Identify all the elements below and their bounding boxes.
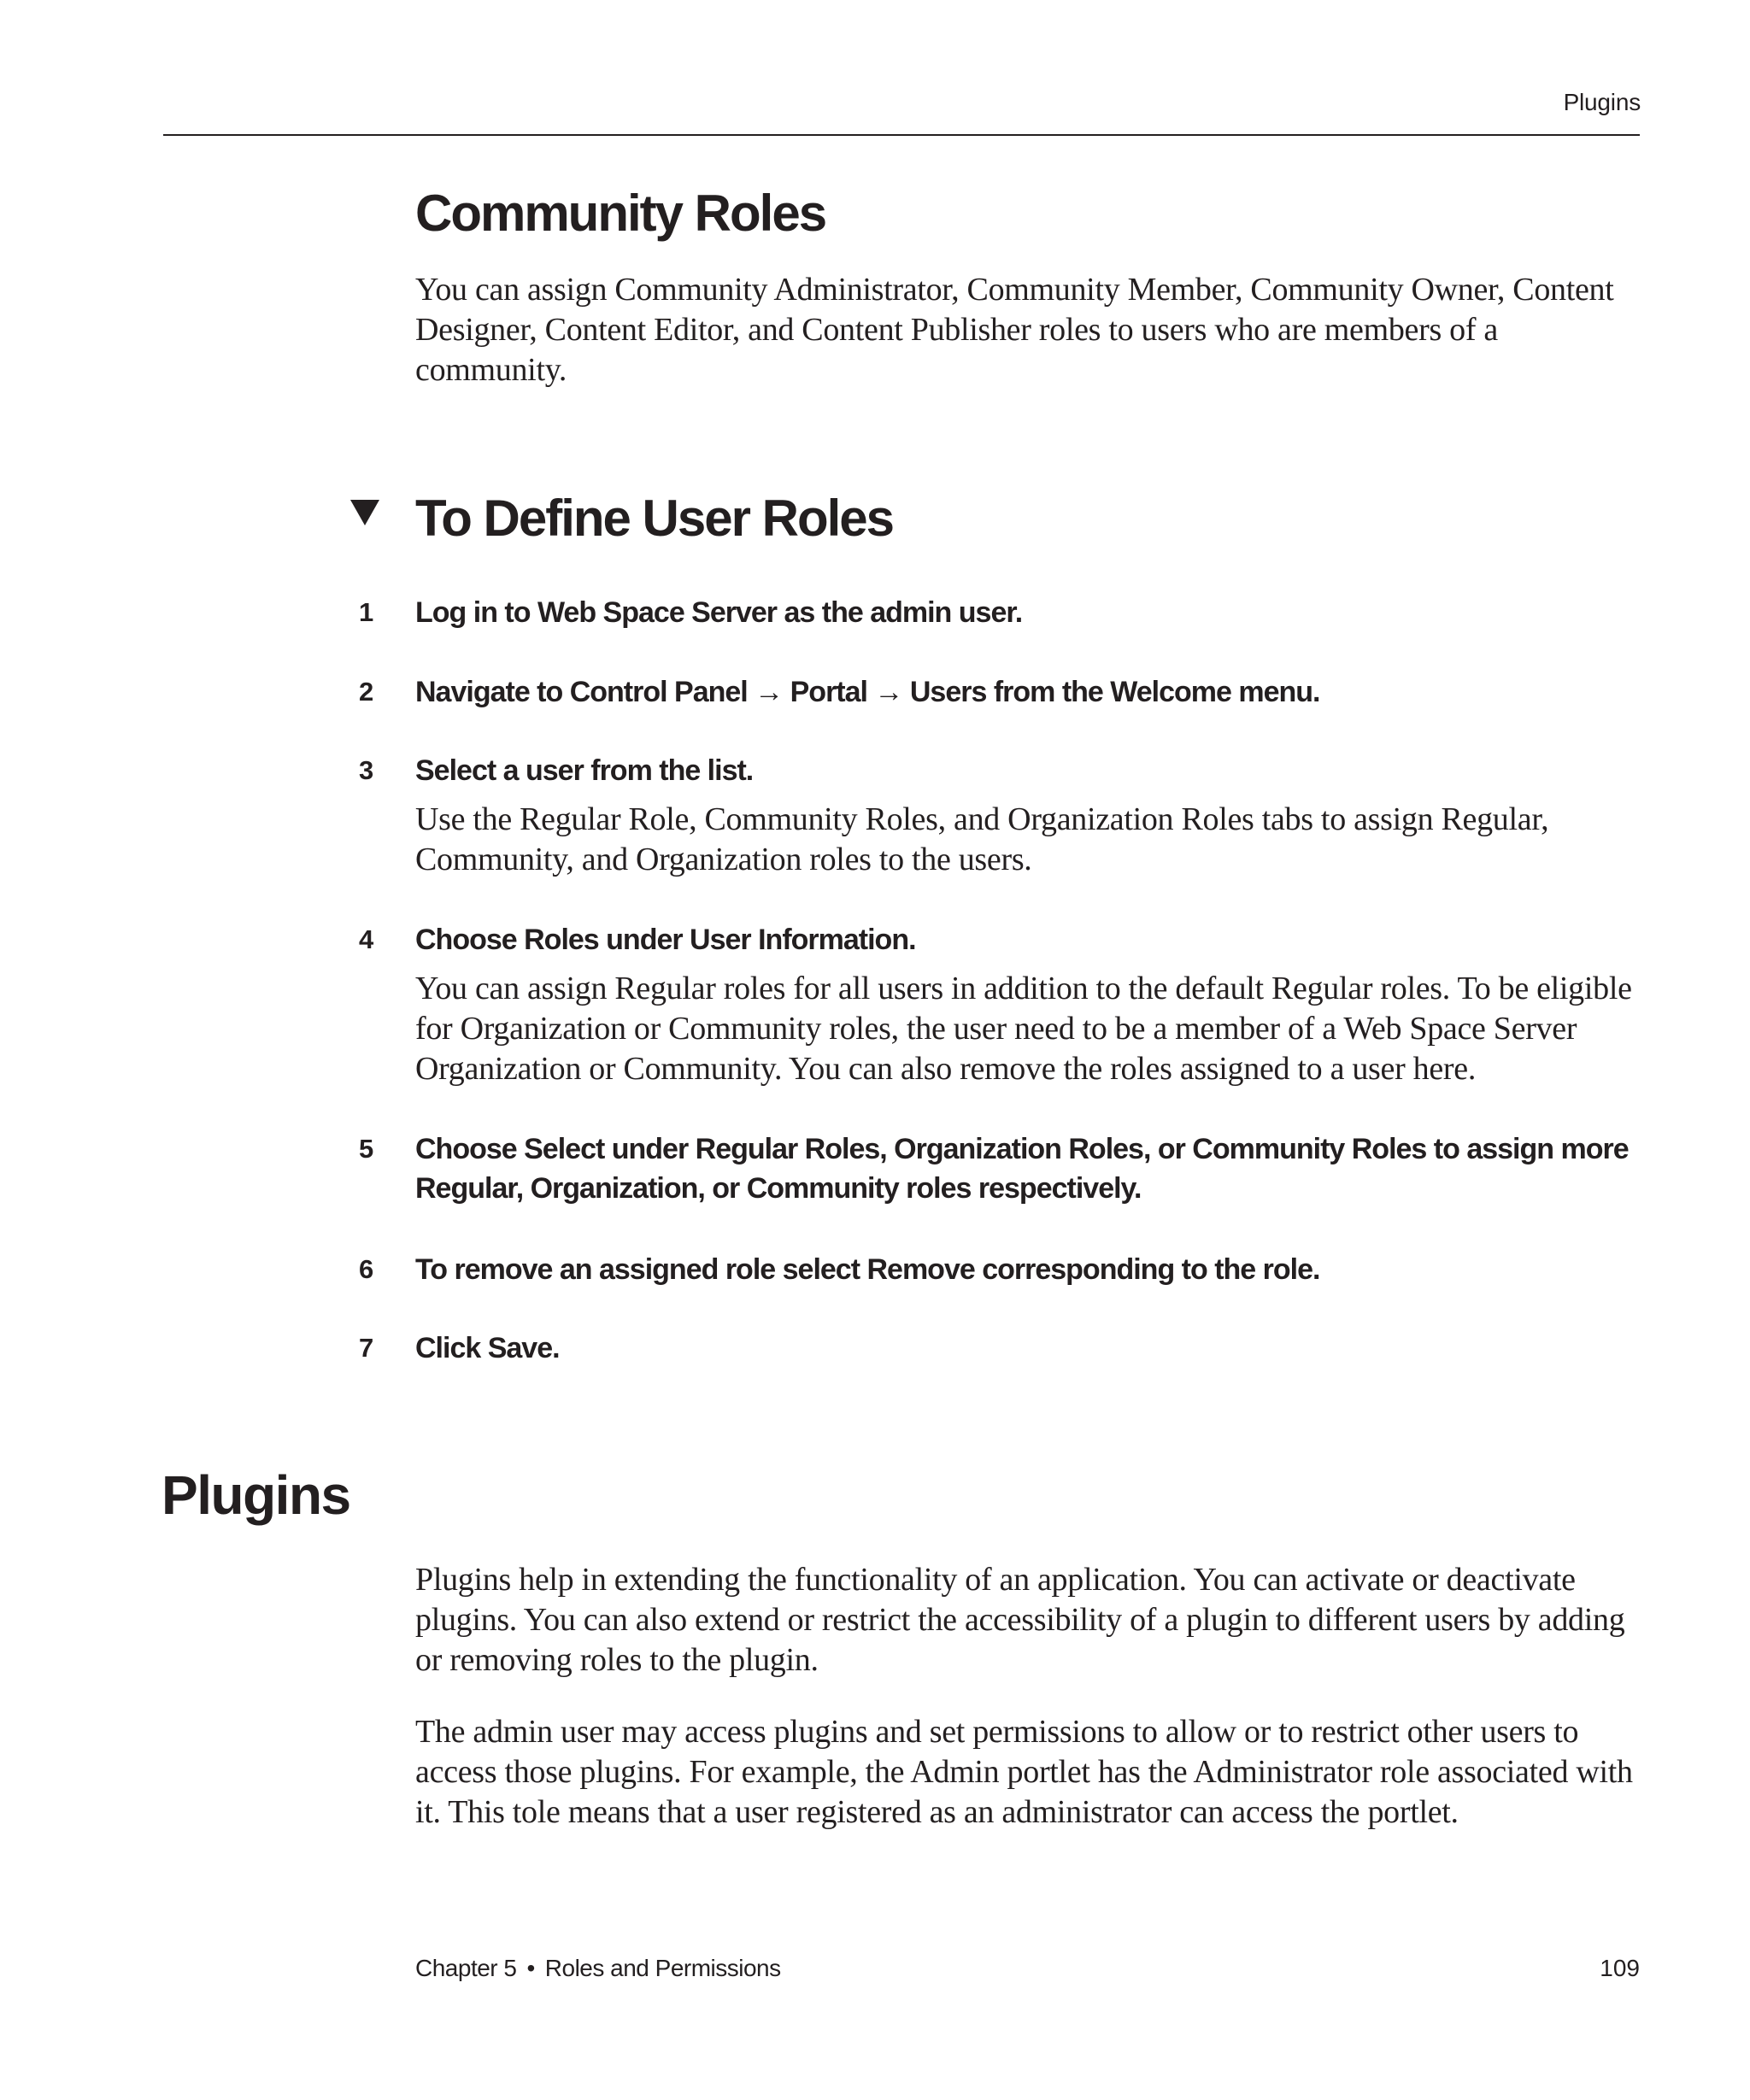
step-number: 2 [359,677,374,707]
page-number: 109 [1600,1955,1640,1981]
step-detail: Use the Regular Role, Community Roles, and Organization Roles tabs to assign Regular, Community, and Organization roles to the users. [415,801,1549,877]
footer-chapter-number: Chapter 5 [415,1955,517,1981]
section-title-plugins: Plugins [161,1464,350,1526]
step-instruction: Navigate to Control Panel → Portal → Users from the Welcome menu. [415,676,1320,708]
running-header: Plugins [1563,89,1641,115]
step-instruction: Log in to Web Space Server as the admin user. [415,596,1023,629]
step-number: 3 [359,755,374,785]
step-number: 4 [359,924,374,954]
procedure-heading [350,485,893,552]
header-rule [163,134,1640,136]
procedure-title: To Define User Roles [415,490,894,547]
footer-separator: • [526,1955,535,1981]
step-instruction: Choose Select under Regular Roles, Organization Roles, or Community Roles to assign more Regular, Organization, or Community roles respectively. [415,1133,1629,1205]
step-instruction: Choose Roles under User Information. [415,924,916,956]
plugins-paragraph: Plugins help in extending the functionality of an application. You can activate or deactivate plugins. You can also extend or restrict the accessibility of a plugin to different users by adding or removing roles to the plugin. [415,1562,1625,1678]
step-number: 7 [359,1333,374,1363]
step-number: 1 [359,597,374,627]
step-number: 6 [359,1254,374,1284]
footer-chapter-title: Roles and Permissions [544,1955,781,1981]
plugins-paragraph: The admin user may access plugins and set permissions to allow or to restrict other users to access those plugins. For example, the Admin portlet has the Administrator role associated with it. This tole means that a user registered as an administrator can access the portlet. [415,1714,1633,1830]
step-detail: You can assign Regular roles for all users in addition to the default Regular roles. To be eligible for Organization or Community roles, the user need to be a member of a Web Space Server Organization or Community. You can also remove the roles assigned to a user here. [415,971,1632,1087]
step-instruction: To remove an assigned role select Remove corresponding to the role. [415,1253,1320,1286]
step-instruction: Click Save. [415,1332,560,1364]
community-roles-paragraph: You can assign Community Administrator, Community Member, Community Owner, Content Designer, Content Editor, and Content Publisher roles to users who are members of a community. [415,272,1614,388]
step-number: 5 [359,1134,374,1164]
triangle-down-icon [350,500,379,525]
footer-chapter [415,1955,781,1982]
step-instruction: Select a user from the list. [415,754,754,787]
section-title-community-roles: Community Roles [415,185,826,242]
